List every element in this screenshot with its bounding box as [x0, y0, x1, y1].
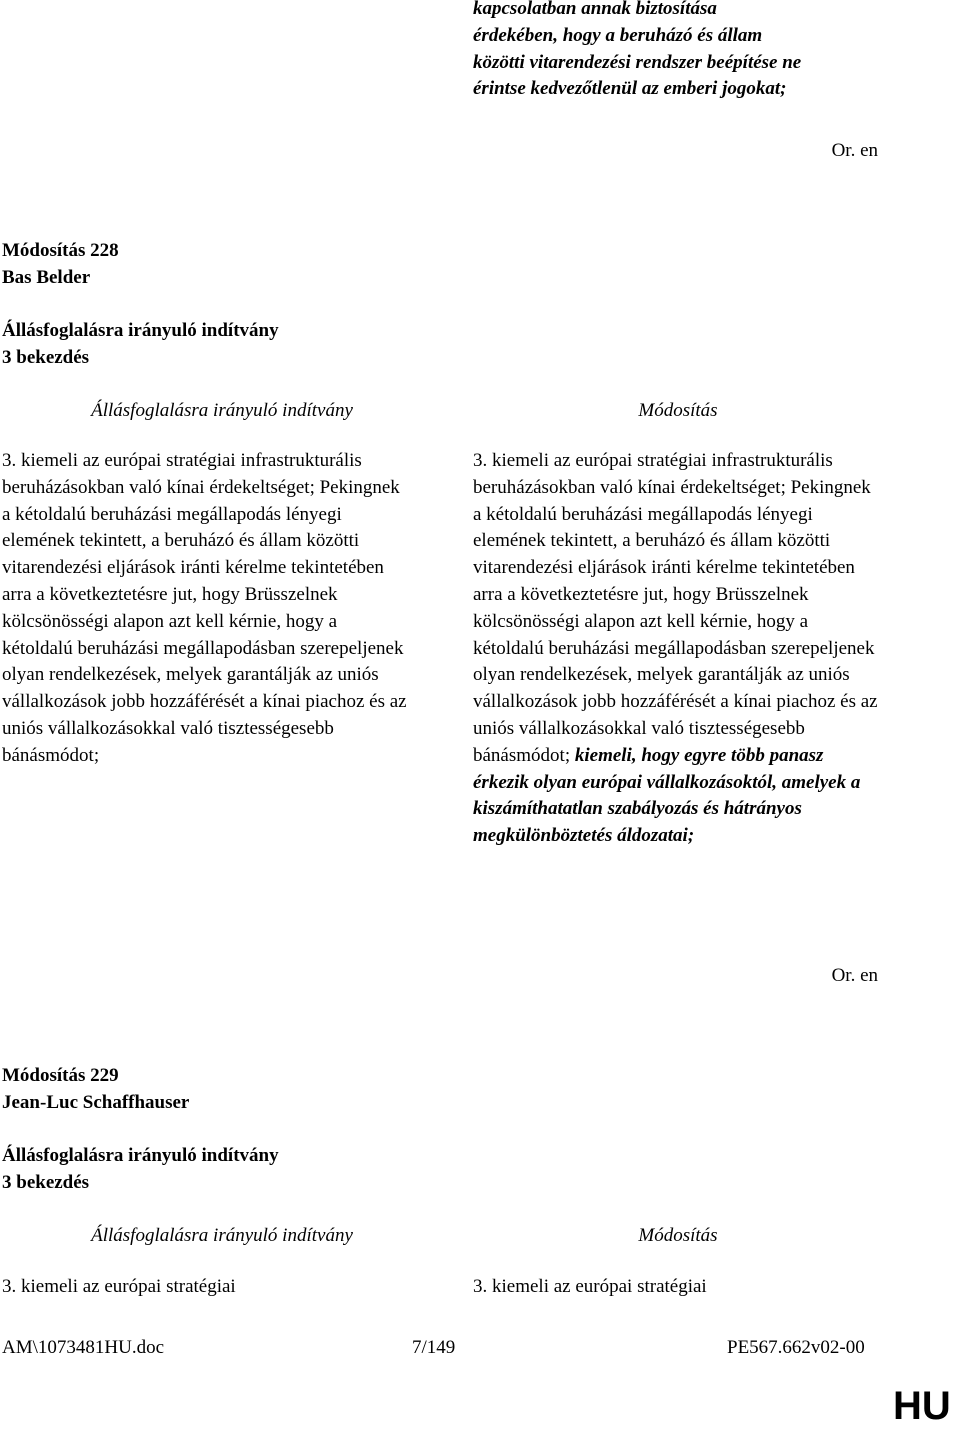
amendment-number: 228 — [90, 240, 119, 261]
amendment-label: Módosítás — [2, 1065, 86, 1086]
amendment-229-right-header: Módosítás — [638, 1225, 718, 1246]
continuation-line: érintse kedvezőtlenül az emberi jogokat; — [473, 78, 787, 100]
original-language-2: Or. en — [831, 965, 878, 986]
amendment-228-doc-type: Állásfoglalásra irányuló indítvány — [2, 320, 279, 341]
continuation-line: közötti vitarendezési rendszer beépítése ne — [473, 51, 802, 73]
footer-doc-ref: AM\1073481HU.doc — [2, 1337, 165, 1358]
footer-page-number: 7/149 — [412, 1337, 456, 1358]
footer-language-code: HU — [893, 1384, 951, 1428]
continuation-line: kapcsolatban annak biztosítása — [473, 0, 717, 19]
amendment-229-left-header: Állásfoglalásra irányuló indítvány — [91, 1225, 353, 1246]
amendment-229-heading — [2, 1063, 119, 1090]
amendment-229-left-text: 3. kiemeli az európai stratégiai — [2, 1276, 236, 1297]
amendment-228-paragraph: 3 bekezdés — [2, 347, 90, 368]
amendment-label: Módosítás — [2, 240, 86, 261]
right-text-unchanged: 3. kiemeli az európai stratégiai infrastrukturális beruházásokban való kínai érdekeltséget; Pekingnek a kétoldalú beruházási megállapodás lényegi elemének tekintett, a beruházó és állam közötti vitarendezési eljárások iránti kérelme tekintetében arra a következtetésre jut, hogy Brüsszelnek kölcsönösségi alapon azt kell kérnie, hogy a kétoldalú beruházási megállapodásban szerepeljenek olyan rendelkezések, melyek garantálják az uniós vállalkozások jobb hozzáférését a kínai piachoz és az uniós vállalkozásokkal való tisztességesebb bánásmódot; — [473, 450, 878, 766]
original-language-1: Or. en — [831, 140, 878, 161]
amendment-228-heading — [2, 238, 119, 265]
amendment-229-author: Jean-Luc Schaffhauser — [2, 1092, 190, 1113]
amendment-number: 229 — [90, 1065, 119, 1086]
amendment-229-paragraph: 3 bekezdés — [2, 1172, 90, 1193]
amendment-228-left-header: Állásfoglalásra irányuló indítvány — [91, 400, 353, 421]
footer-pe-ref: PE567.662v02-00 — [727, 1337, 865, 1358]
amendment-228-right-text — [473, 448, 883, 850]
amendment-229-right-text: 3. kiemeli az európai stratégiai — [473, 1276, 707, 1297]
continuation-line: érdekében, hogy a beruházó és állam — [473, 24, 763, 46]
amendment-228-right-header: Módosítás — [638, 400, 718, 421]
continuation-text — [473, 0, 943, 103]
amendment-229-doc-type: Állásfoglalásra irányuló indítvány — [2, 1145, 279, 1166]
right-text-added: kiemeli, hogy egyre több panasz érkezik olyan európai vállalkozásoktól, amelyek a kiszámíthatatlan szabályozás és hátrányos megkülönböztetés áldozatai; — [473, 744, 861, 847]
amendment-228-left-text: 3. kiemeli az európai stratégiai infrastrukturális beruházásokban való kínai érdekeltséget; Pekingnek a kétoldalú beruházási megállapodás lényegi elemének tekintett, a beruházó és állam közötti vitarendezési eljárások iránti kérelme tekintetében arra a következtetésre jut, hogy Brüsszelnek kölcsönösségi alapon azt kell kérnie, hogy a kétoldalú beruházási megállapodásban szerepeljenek olyan rendelkezések, melyek garantálják az uniós vállalkozások jobb hozzáférését a kínai piachoz és az uniós vállalkozásokkal való tisztességesebb bánásmódot; — [2, 450, 407, 766]
amendment-228-author: Bas Belder — [2, 267, 91, 288]
